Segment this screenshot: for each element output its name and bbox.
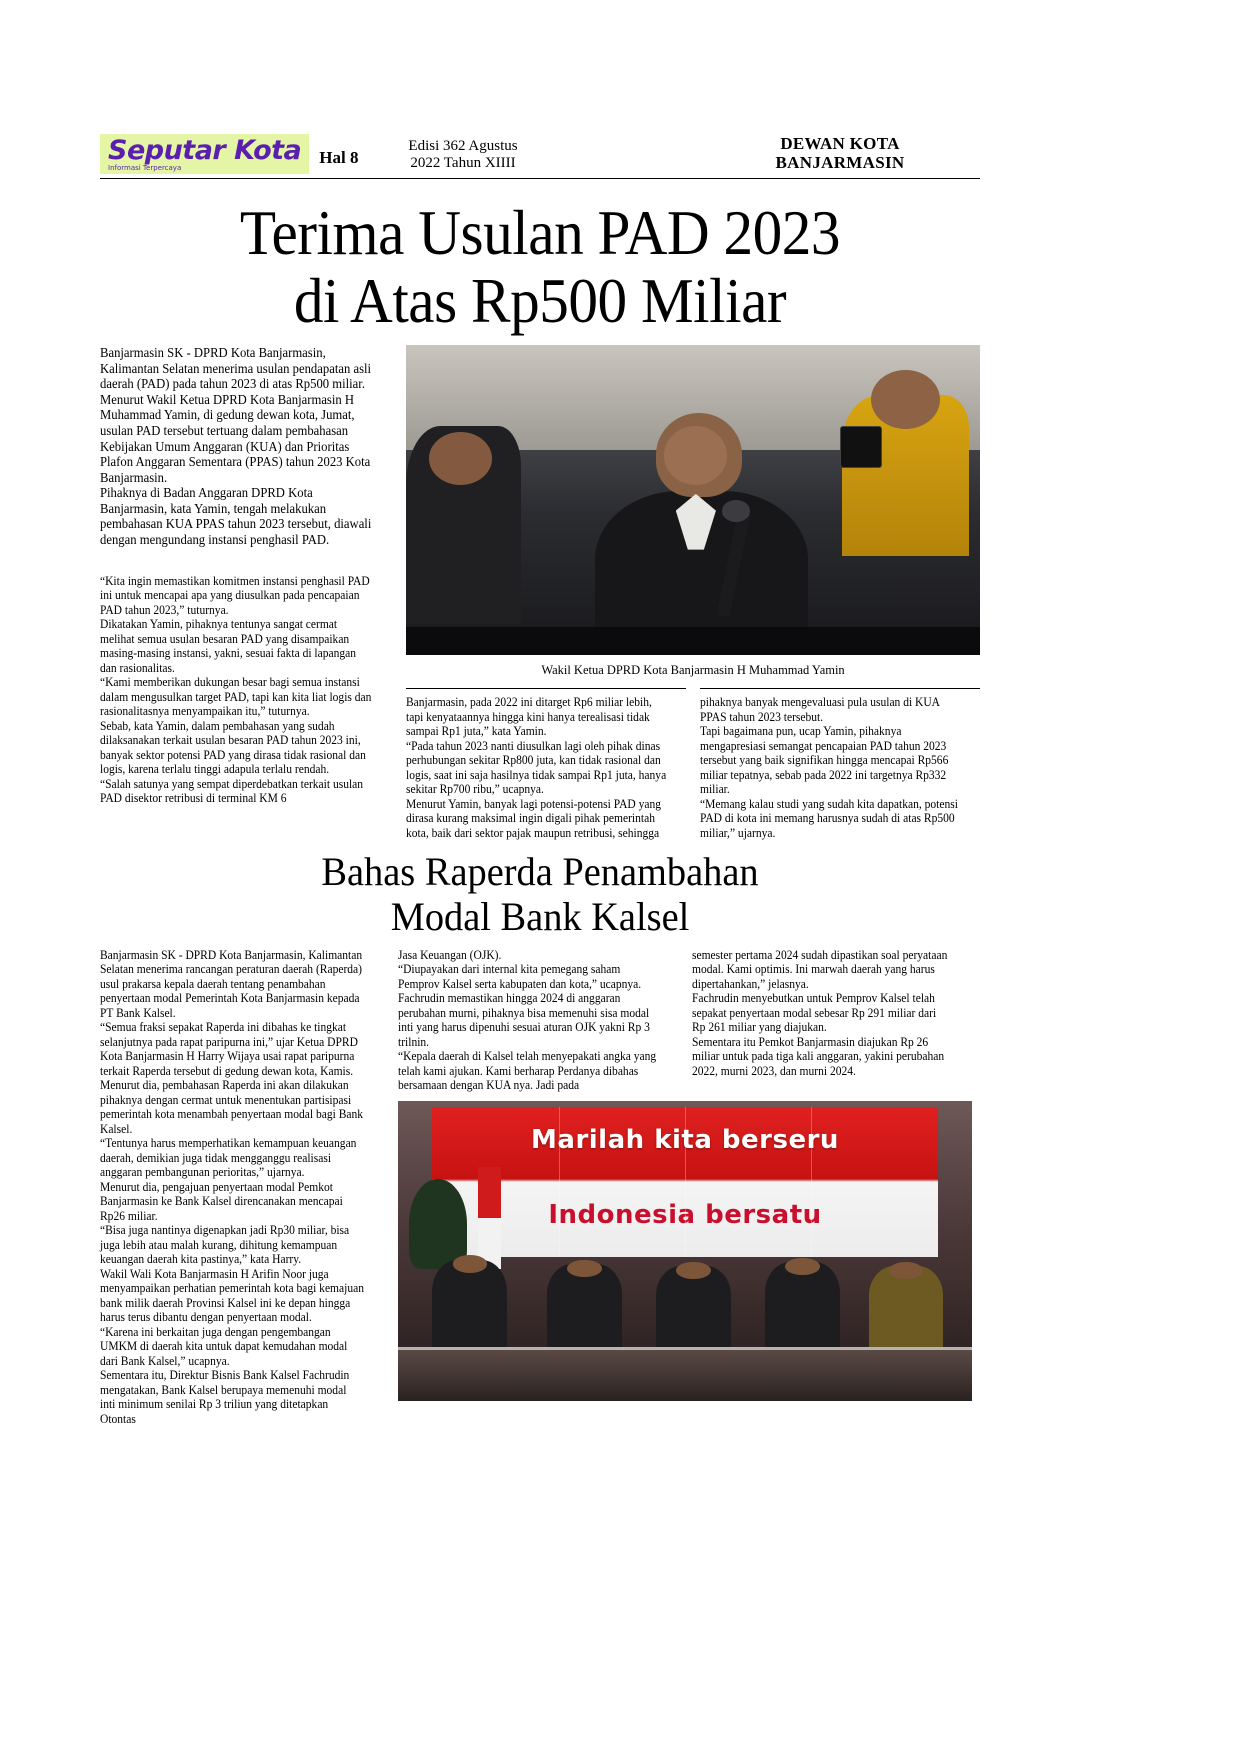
paragraph: “Memang kalau studi yang sudah kita dapatkan, potensi PAD di kota ini memang harusnya sudah di atas Rp500 miliar,” ujarnya. (700, 796, 958, 840)
photo2-person-head (676, 1262, 710, 1279)
article2-upper-columns (398, 948, 972, 1093)
paragraph: “Kita ingin memastikan komitmen instansi penghasil PAD ini untuk mencapai apa yang diusulkan pada pencapaian PAD tahun 2023,” tuturnya. (100, 573, 370, 617)
paragraph: “Semua fraksi sepakat Raperda ini dibahas ke tingkat selanjutnya pada rapat paripurna ini,” ujar Ketua DPRD Kota Banjarmasin H Harry Wijaya usai rapat paripurna terkait Raperda tersebut di gedung dewan kota, Kamis. (100, 1020, 358, 1078)
photo-phone (840, 426, 882, 468)
photo-table (406, 627, 980, 655)
paragraph: Tapi bagaimana pun, ucap Yamin, pihaknya mengapresiasi semangat pencapaian PAD tahun 2023 tersebut yang baik signifikan hingga mencapai Rp566 miliar tepatnya, sebab pada 2022 ini targetnya Rp332 miliar. (700, 724, 949, 797)
article1-headline-line-1: Terima Usulan PAD 2023 (239, 198, 841, 268)
article2-photo (398, 1101, 972, 1401)
article2-headline-line-1: Bahas Raperda Penambahan (321, 849, 759, 895)
paragraph: “Karena ini berkaitan juga dengan pengembangan UMKM di daerah kita untuk dapat kemudahan modal dari Bank Kalsel,” ucapnya. (100, 1324, 348, 1368)
paragraph: Pihaknya di Badan Anggaran DPRD Kota Banjarmasin, kata Yamin, tengah melakukan pembahasan KUA PPAS tahun 2023 tersebut, diawali dengan mengundang instansi penghasil PAD. (100, 485, 372, 547)
article2-column-2 (398, 948, 678, 1093)
paragraph: Sebab, kata Yamin, dalam pembahasan yang sudah dilaksanakan terkait usulan besaran PAD tahun 2023 ini, banyak sektor potensi PAD yang dirasa tidak rasional dan logis, karena terlalu tinggi adapula terlalu rendah. (100, 718, 366, 777)
paragraph: Jasa Keuangan (OJK). (398, 947, 502, 962)
photo2-screen-gridline (559, 1107, 560, 1257)
article1-photo (406, 345, 980, 655)
photo2-banner-top-text: Marilah kita berseru (531, 1124, 839, 1155)
article1-column-1 (100, 345, 392, 840)
photo2-person (547, 1264, 622, 1353)
article2-headline (118, 850, 963, 940)
article2-right-block (398, 948, 972, 1427)
article2-columns (100, 948, 980, 1427)
page-content (100, 118, 980, 1426)
photo2-person (869, 1266, 944, 1352)
paragraph: Fachrudin menyebutkan untuk Pemprov Kalsel telah sepakat penyertaan modal sebesar Rp 291 miliar dari Rp 261 miliar yang diajukan. (692, 991, 937, 1035)
photo2-person (765, 1262, 840, 1353)
logo-tagline: Informasi Terpercaya (108, 164, 182, 172)
paragraph: “Salah satunya yang sempat diperdebatkan terkait usulan PAD disektor retribusi di terminal KM 6 (100, 776, 364, 806)
paragraph: Banjarmasin SK - DPRD Kota Banjarmasin, Kalimantan Selatan menerima usulan pendapatan asli daerah (PAD) pada tahun 2023 di atas Rp500 miliar. (100, 345, 372, 392)
article1-headline-line-2: di Atas Rp500 Miliar (293, 266, 787, 337)
paragraph: Menurut Wakil Ketua DPRD Kota Banjarmasin H Muhammad Yamin, di gedung dewan kota, Jumat, usulan PAD tersebut tertuang dalam pembahasan Kebijakan Umum Anggaran (KUA) dan Prioritas Plafon Anggaran Sementara (PPAS) tahun 2023 Kota Banjarmasin. (100, 391, 371, 485)
edition-line-1: Edisi 362 Agustus (408, 138, 518, 155)
photo2-person-head (453, 1255, 487, 1272)
article1-top-section (100, 345, 980, 840)
photo2-person-head (567, 1260, 601, 1277)
photo-microphone-head (722, 500, 751, 522)
masthead-divider (100, 178, 980, 179)
photo2-person-head (785, 1258, 819, 1275)
paragraph: Dikatakan Yamin, pihaknya tentunya sangat cermat melihat semua usulan besaran PAD yang disampaikan masing-masing instansi, yakni, sesuai fakta di lapangan dan rasionalitas. (100, 617, 357, 675)
paragraph: “Tentunya harus memperhatikan kemampuan keuangan daerah, demikian juga tidak mengganggu realisasi anggaran pembangunan perioritas,” ujarnya. (100, 1136, 357, 1180)
paragraph: “Pada tahun 2023 nanti diusulkan lagi oleh pihak dinas perhubungan sekitar Rp800 juta, kan tidak rasional dan logis, saat ini saja hasilnya tidak sampai Rp1 juta, hanya sekitar Rp700 ribu,” ucapnya. (406, 738, 667, 797)
photo2-people-row (398, 1245, 972, 1353)
paragraph: “Diupayakan dari internal kita pemegang saham Pemprov Kalsel serta kabupaten dan kota,” ucapnya. (398, 962, 642, 991)
paragraph: “Bisa juga nantinya digenapkan jadi Rp30 miliar, bisa juga lebih atau malah kurang, dihitung kemampuan keuangan daerah kita pastinya,” kata Harry. (100, 1223, 350, 1267)
article1-photo-block (406, 345, 980, 840)
paragraph: semester pertama 2024 sudah dipastikan soal peryataan modal. Kami optimis. Ini marwah daerah yang harus dipertahankan,” jelasnya. (692, 947, 948, 991)
paragraph: Fachrudin memastikan hingga 2024 di anggaran perubahan murni, pihaknya bisa memenuhi sisa modal inti yang harus dipenuhi sesuai aturan OJK yakni Rp 3 trilnin. (398, 991, 650, 1049)
section-heading (700, 134, 980, 172)
paragraph: “Kepala daerah di Kalsel telah menyepakati angka yang telah kami ajukan. Kami berharap Perdanya dibahas bersamaan dengan KUA nya. Jadi pada (398, 1049, 657, 1093)
paragraph: Sementara itu Pemkot Banjarmasin diajukan Rp 26 miliar untuk pada tiga kali anggaran, yakini perubahan 2022, murni 2023, dan murni 2024. (692, 1034, 945, 1078)
masthead (100, 118, 980, 174)
paragraph: Menurut dia, pengajuan penyertaan modal Pemkot Banjarmasin ke Bank Kalsel direncanakan mencapai Rp26 miliar. (100, 1179, 343, 1223)
article2-headline-line-2: Modal Bank Kalsel (390, 893, 690, 939)
photo2-banner-bottom-text: Indonesia bersatu (548, 1199, 822, 1230)
paragraph: “Kami memberikan dukungan besar bagi semua instansi dalam mengusulkan target PAD, tapi kan kita liat logis dan rasionalitasnya menyampaikan itu,” tuturnya. (100, 675, 372, 719)
photo2-table (398, 1350, 972, 1401)
section-line-1: DEWAN KOTA (780, 133, 900, 153)
paragraph: Wakil Wali Kota Banjarmasin H Arifin Noor juga menyampaikan perhatian pemerintah kota bagi kemajuan bank milik daerah Provinsi Kalsel ini ke depan hingga harus terus dibantu dengan penyertaan modal. (100, 1266, 364, 1325)
photo2-screen-gridline (685, 1107, 686, 1257)
photo2-person (432, 1260, 507, 1353)
paragraph-spacer (100, 548, 392, 574)
paragraph: Banjarmasin, pada 2022 ini ditarget Rp6 miliar lebih, tapi kenyataannya hingga kini hanya terealisasi tidak sampai Rp1 juta,” kata Yamin. (406, 695, 652, 739)
edition-line-2: 2022 Tahun XIIII (410, 155, 516, 172)
photo-main-face (664, 426, 727, 485)
article1-column-2 (406, 688, 686, 840)
publication-logo (100, 134, 309, 174)
photo2-person (656, 1266, 731, 1352)
article2-column-1 (100, 948, 384, 1427)
photo-person-left-head (429, 432, 492, 485)
page-number-label: Hal 8 (319, 148, 359, 167)
column-divider (406, 688, 686, 689)
article2-column-3 (692, 948, 972, 1093)
paragraph: pihaknya banyak mengevaluasi pula usulan di KUA PPAS tahun 2023 tersebut. (700, 695, 940, 724)
column-divider (700, 688, 980, 689)
paragraph: Menurut Yamin, banyak lagi potensi-potensi PAD yang dirasa kurang maksimal ingin digali pihak pemerintah kota, baik dari sektor pajak maupun retribusi, sehingga (406, 796, 661, 840)
article1-lower-columns (406, 688, 980, 840)
section-line-2: BANJARMASIN (775, 152, 905, 172)
logo-title: Seputar Kota (108, 135, 302, 166)
photo2-screen-gridline (811, 1107, 812, 1257)
paragraph: Banjarmasin SK - DPRD Kota Banjarmasin, Kalimantan Selatan menerima rancangan peraturan daerah (Raperda) usul prakarsa kepala daerah tentang penambahan penyertaan modal Pemerintah Kota Banjarmasin kepada PT Bank Kalsel. (100, 947, 363, 1020)
paragraph: Sementara itu, Direktur Bisnis Bank Kalsel Fachrudin mengatakan, Bank Kalsel berupaya memenuhi modal inti minimum senilai Rp 3 triliun yang ditetapkan Otontas (100, 1368, 350, 1426)
photo-person-yellow-head (871, 370, 940, 429)
article1-headline (126, 199, 953, 335)
article1-column-3 (700, 688, 980, 840)
paragraph: Menurut dia, pembahasan Raperda ini akan dilakukan pihaknya dengan cermat untuk menentukan partisipasi pemerintah kota menambah penyertaan modal bagi Bank Kalsel. (100, 1078, 364, 1136)
article1-photo-caption: Wakil Ketua DPRD Kota Banjarmasin H Muhammad Yamin (541, 662, 845, 678)
edition-info (368, 138, 558, 172)
